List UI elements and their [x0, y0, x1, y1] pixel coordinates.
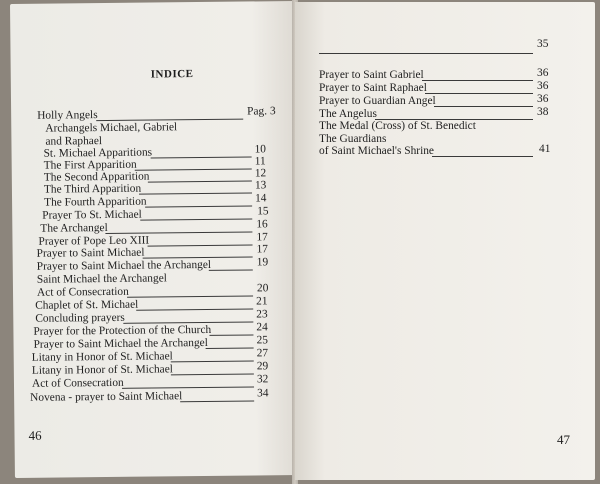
entry-title: Holly Angels — [37, 109, 98, 122]
entry-title: Chaplet of St. Michael — [35, 298, 139, 312]
entry-page-number: 36 — [537, 93, 549, 105]
entry-page-number: 13 — [254, 179, 267, 192]
entry-page-number: 35 — [537, 38, 549, 50]
entry-title: The Third Apparition — [43, 182, 142, 196]
entry-page-number: 10 — [254, 143, 266, 156]
entry-title: Prayer to Guardian Angel — [319, 95, 436, 107]
entry-page-number: 11 — [254, 155, 266, 168]
entry-title: The Angelus — [319, 108, 377, 120]
left-page-number: 46 — [28, 427, 42, 443]
entry-page-number: 29 — [256, 360, 269, 373]
entry-page-number: 19 — [256, 256, 269, 269]
entry-page-number: 34 — [257, 387, 269, 400]
entry-leader-line — [209, 334, 253, 335]
entry-title: The Second Apparition — [43, 170, 150, 184]
left-index-list — [10, 1, 299, 478]
entry-page-number: 41 — [539, 143, 551, 155]
entry-title: Prayer To St. Michael — [42, 208, 142, 222]
left-index-entry — [44, 196, 147, 210]
entry-page-number: 20 — [256, 282, 269, 295]
left-index-entry — [37, 109, 98, 123]
left-index-entry — [37, 247, 145, 261]
entry-leader-line — [425, 93, 533, 94]
entry-page-number: 17 — [256, 243, 269, 256]
right-index-entry — [319, 69, 424, 82]
entry-page-number: Pag. 3 — [247, 105, 276, 118]
entry-leader-line — [171, 373, 254, 375]
left-index-entry — [42, 209, 142, 223]
entry-title: Archangels Michael, Gabriel — [45, 121, 178, 135]
right-index-entry — [319, 82, 427, 95]
entry-title: Prayer to Saint Michael the Archangel — [36, 258, 212, 273]
left-index-entry — [40, 222, 108, 236]
entry-title: Novena - prayer to Saint Michael — [30, 390, 183, 404]
right-index-entry — [319, 95, 436, 108]
entry-page-number: 27 — [256, 347, 269, 360]
left-index-entry — [32, 377, 124, 391]
left-index-entry — [35, 299, 138, 313]
entry-leader-line — [432, 156, 533, 157]
entry-leader-line — [148, 180, 252, 182]
entry-title: Prayer to Saint Raphael — [319, 82, 427, 94]
entry-page-number: 15 — [257, 205, 269, 218]
entry-page-number: 12 — [254, 167, 267, 180]
entry-leader-line — [106, 231, 253, 234]
left-index-entry — [34, 337, 208, 352]
entry-page-number: 32 — [256, 373, 269, 386]
left-index-entry — [35, 312, 125, 326]
entry-title: Concluding prayers — [35, 311, 125, 325]
entry-leader-line — [145, 205, 252, 207]
entry-page-number: 23 — [256, 308, 268, 321]
entry-leader-line — [319, 53, 533, 54]
entry-leader-line — [209, 269, 253, 270]
entry-title: Act of Consecration — [31, 376, 124, 390]
entry-page-number: 14 — [254, 192, 267, 205]
left-index-entry — [30, 390, 182, 405]
index-heading: INDICE — [150, 68, 194, 81]
entry-page-number: 36 — [537, 80, 549, 92]
entry-title: Prayer for the Protection of the Church — [33, 323, 212, 338]
entry-title: Saint Michael the Archangel — [36, 272, 167, 286]
entry-title: The First Apparition — [43, 158, 137, 172]
entry-page-number: 16 — [256, 218, 268, 231]
entry-leader-line — [150, 156, 251, 158]
entry-page-number: 17 — [256, 231, 268, 244]
entry-leader-line — [147, 244, 252, 246]
entry-title: The Medal (Cross) of St. Benedict — [319, 120, 476, 132]
left-index-entry — [37, 272, 167, 286]
entry-page-number: 21 — [256, 295, 268, 308]
right-index-list — [295, 2, 595, 480]
entry-leader-line — [434, 106, 533, 107]
entry-leader-line — [139, 192, 252, 194]
entry-page-number: 36 — [537, 67, 549, 79]
entry-leader-line — [122, 386, 254, 388]
entry-leader-line — [422, 80, 533, 81]
entry-title: Prayer to Saint Gabriel — [319, 69, 424, 81]
left-index-entry — [32, 363, 173, 377]
entry-title: Prayer to Saint Michael the Archangel — [33, 336, 208, 351]
entry-title: Prayer of Pope Leo XIII — [38, 234, 150, 248]
left-page — [10, 1, 299, 478]
right-index-entry — [319, 120, 476, 133]
entry-leader-line — [180, 400, 254, 402]
left-index-entry — [44, 183, 141, 197]
entry-title: Litany in Honor of St. Michael — [31, 363, 173, 377]
entry-leader-line — [140, 218, 252, 220]
entry-leader-line — [135, 168, 252, 170]
entry-leader-line — [171, 360, 254, 362]
entry-leader-line — [206, 347, 254, 348]
entry-title: Litany in Honor of St. Michael — [31, 350, 173, 364]
entry-title: Act of Consecration — [36, 285, 129, 299]
left-index-entry — [37, 259, 211, 274]
entry-title: The Fourth Apparition — [44, 195, 147, 209]
entry-leader-line — [136, 308, 253, 310]
right-page-number: 47 — [557, 432, 570, 447]
right-page — [295, 2, 595, 480]
right-index-entry — [319, 145, 434, 158]
entry-title: and Raphael — [45, 135, 103, 148]
entry-page-number: 24 — [256, 321, 268, 334]
entry-title: The Guardians — [319, 133, 387, 145]
left-index-entry — [45, 121, 177, 135]
left-index-entry — [37, 286, 129, 300]
entry-leader-line — [127, 295, 253, 297]
entry-title: Prayer to Saint Michael — [36, 246, 145, 260]
entry-title: The Archangel — [40, 221, 108, 235]
entry-title: St. Michael Apparitions — [43, 146, 153, 160]
entry-page-number: 25 — [256, 334, 268, 347]
entry-page-number: 38 — [537, 106, 549, 118]
entry-title: of Saint Michael's Shrine — [319, 145, 434, 157]
